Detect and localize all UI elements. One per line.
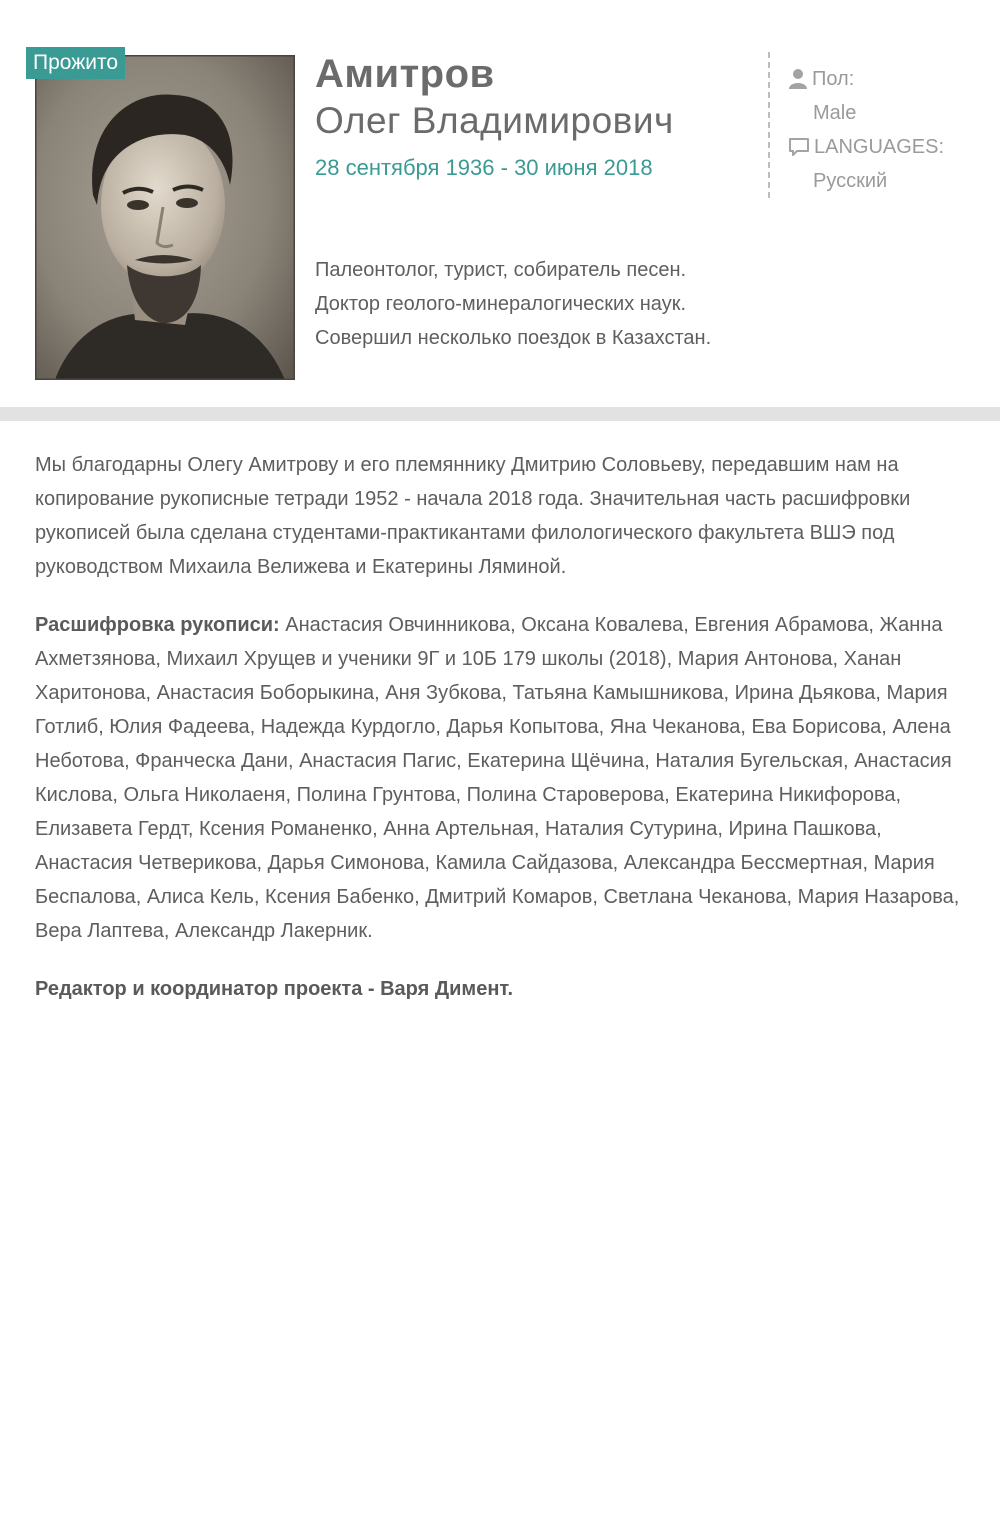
person-surname: Амитров: [315, 52, 495, 96]
short-bio: [315, 253, 765, 355]
languages-value: Русский: [813, 170, 888, 192]
life-dates: 28 сентября 1936 - 30 июня 2018: [315, 155, 653, 180]
speech-bubble-icon: [788, 136, 810, 158]
thanks-paragraph: Мы благодарны Олегу Амитрову и его племяннику Дмитрию Соловьеву, передавшим нам на копирование рукописные тетради 1952 - начала 2018 года. Значительная часть расшифровки рукописей была сделана студентами-практикантами филологического факультета ВШЭ под руководством Михаила Велижева и Екатерины Ляминой.: [35, 454, 911, 578]
languages-row: [788, 130, 988, 164]
person-given-names: Олег Владимирович: [315, 100, 674, 141]
gender-value: Male: [813, 102, 857, 124]
gender-label: Пол:: [812, 68, 855, 90]
lived-badge: Прожито: [26, 47, 125, 79]
portrait-image: [35, 55, 295, 380]
transcription-label: Расшифровка рукописи:: [35, 614, 280, 636]
person-name-block: [315, 50, 755, 182]
bio-line: Палеонтолог, турист, собиратель песен.: [315, 259, 687, 281]
person-icon: [788, 68, 808, 90]
transcription-names: Анастасия Овчинникова, Оксана Ковалева, Евгения Абрамова, Жанна Ахметзянова, Михаил Хрущев и ученики 9Г и 10Б 179 школы (2018), Мария Антонова, Ханан Харитонова, Анастасия Боборыкина, Аня Зубкова, Татьяна Камышникова, Ирина Дьякова, Мария Готлиб, Юлия Фадеева, Надежда Курдогло, Дарья Копытова, Яна Чеканова, Ева Борисова, Алена Неботова, Франческа Дани, Анастасия Пагис, Екатерина Щёчина, Наталия Бугельская, Анастасия Кислова, Ольга Николаеня, Полина Грунтова, Полина Староверова, Екатерина Никифорова, Елизавета Гердт, Ксения Романенко, Анна Артельная, Наталия Сутурина, Ирина Пашкова, Анастасия Четверикова, Дарья Симонова, Камила Сайдазова, Александра Бессмертная, Мария Беспалова, Алиса Кель, Ксения Бабенко, Дмитрий Комаров, Светлана Чеканова, Мария Назарова, Вера Лаптева, Александр Лакерник.: [35, 614, 960, 942]
bio-line: Совершил несколько поездок в Казахстан.: [315, 327, 712, 349]
editor-credit: Редактор и координатор проекта - Варя Димент.: [35, 978, 513, 1000]
portrait-photo: [35, 55, 295, 380]
profile-header: [0, 0, 1000, 408]
section-divider-band: [0, 407, 1000, 421]
person-info-panel: [788, 62, 988, 198]
main-content: [35, 448, 965, 1030]
gender-row: [788, 62, 988, 96]
info-divider: [768, 52, 770, 198]
transcription-paragraph: [35, 608, 965, 948]
editor-paragraph: [35, 972, 965, 1006]
languages-label: LANGUAGES:: [814, 136, 945, 158]
bio-line: Доктор геолого-минералогических наук.: [315, 293, 687, 315]
